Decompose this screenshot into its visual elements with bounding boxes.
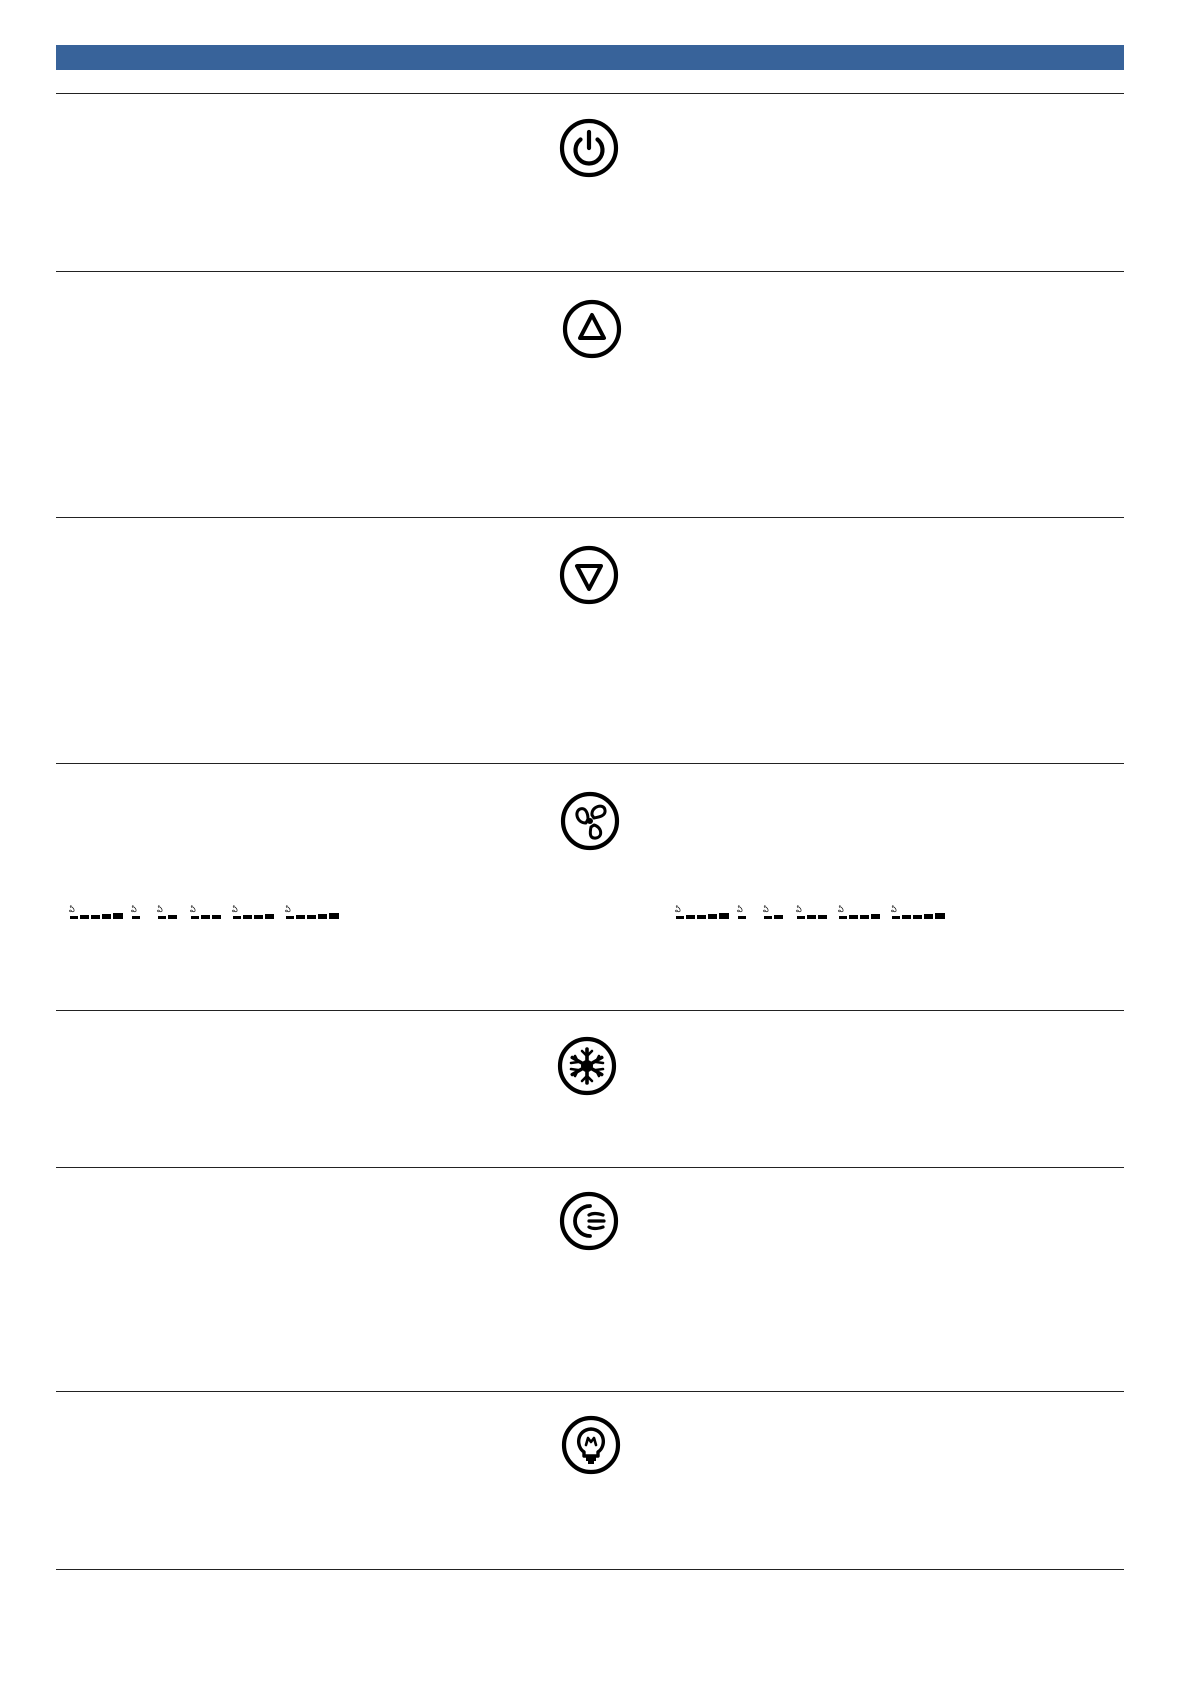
header-bar	[56, 45, 1124, 70]
fan-speed-indicator-4b	[891, 905, 945, 919]
svg-text:ఏ: ఏ	[232, 905, 238, 914]
table-divider	[56, 1569, 1124, 1570]
svg-text:ఏ: ఏ	[796, 905, 802, 914]
svg-text:ఏ: ఏ	[891, 905, 897, 914]
fan-speed-indicator-3	[838, 905, 880, 919]
svg-text:ఏ: ఏ	[157, 905, 163, 914]
power-icon	[558, 117, 620, 179]
snowflake-icon	[556, 1035, 618, 1097]
table-divider	[56, 93, 1124, 94]
triangle-up-icon	[561, 298, 623, 360]
table-divider	[56, 517, 1124, 518]
fan-speed-indicator-1	[737, 905, 746, 919]
fan-speed-indicator-4	[69, 905, 123, 919]
fan-speed-indicator-1	[131, 905, 140, 919]
svg-text:ఏ: ఏ	[285, 905, 291, 914]
svg-text:ఏ: ఏ	[69, 905, 75, 914]
fan-speed-sequence	[69, 903, 349, 923]
svg-text:ఏ: ఏ	[763, 905, 769, 914]
fan-speed-indicator-4	[675, 905, 729, 919]
svg-text:ఏ: ఏ	[675, 905, 681, 914]
fan-speed-indicator-2	[796, 905, 827, 919]
fan-speed-indicator-3	[232, 905, 274, 919]
fan-speed-indicator-2	[190, 905, 221, 919]
svg-text:ఏ: ఏ	[131, 905, 137, 914]
table-divider	[56, 1391, 1124, 1392]
table-divider	[56, 1167, 1124, 1168]
fan-speed-indicator-1b	[157, 905, 177, 919]
svg-text:ఏ: ఏ	[190, 905, 196, 914]
fan-speed-indicator-4b	[285, 905, 339, 919]
table-divider	[56, 763, 1124, 764]
svg-text:ఏ: ఏ	[737, 905, 743, 914]
fan-icon	[559, 790, 621, 852]
fan-speed-indicator-1b	[763, 905, 783, 919]
table-divider	[56, 1010, 1124, 1011]
table-divider	[56, 271, 1124, 272]
airflow-icon	[558, 1190, 620, 1252]
triangle-down-icon	[558, 544, 620, 606]
fan-speed-sequence	[675, 903, 955, 923]
svg-text:ఏ: ఏ	[838, 905, 844, 914]
lightbulb-icon	[560, 1414, 622, 1476]
